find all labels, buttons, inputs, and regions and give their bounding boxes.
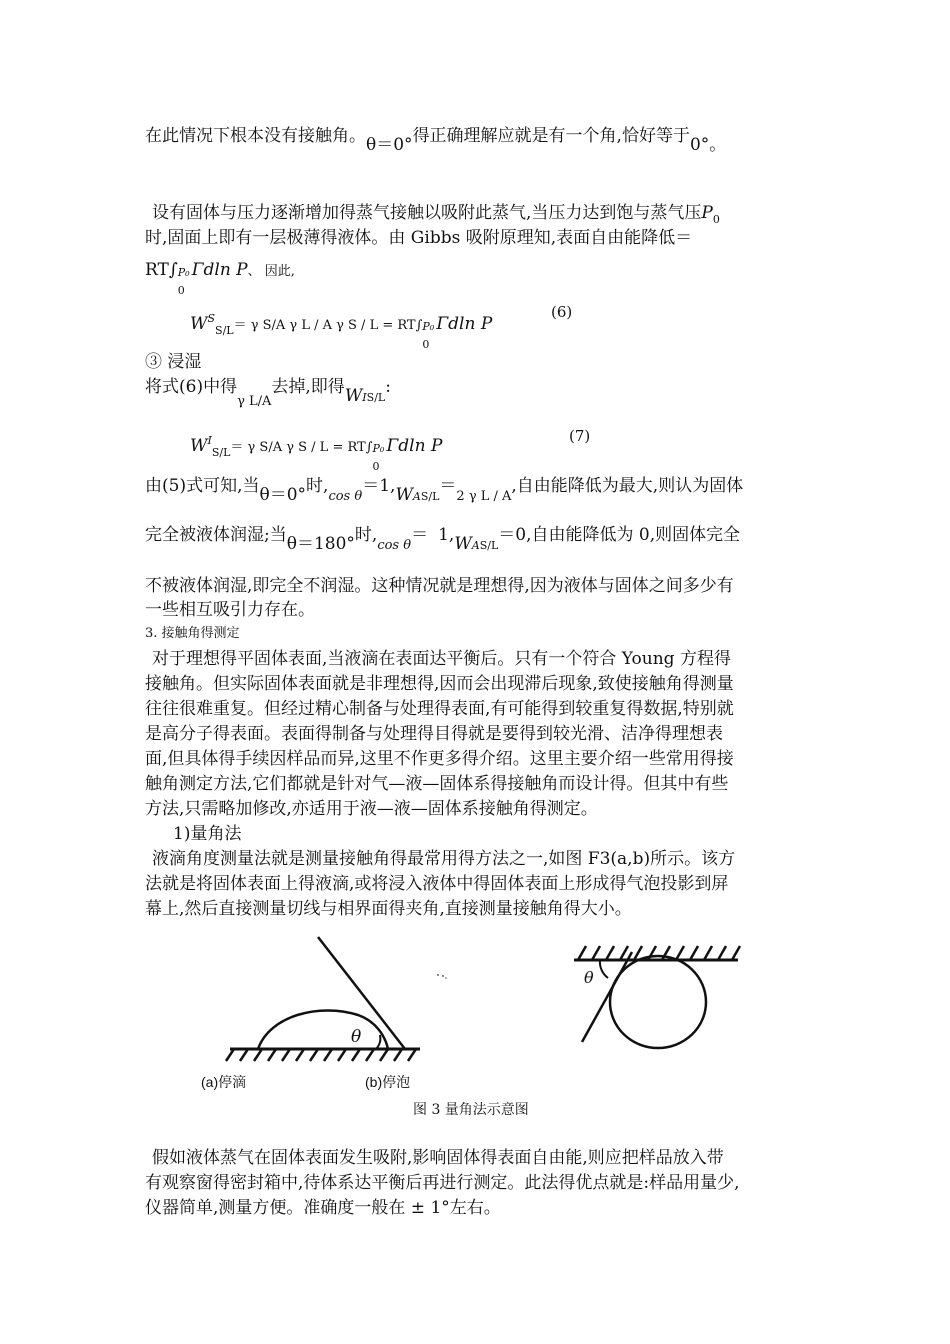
figure-captive-bubble — [570, 940, 745, 1070]
text-line: 对于理想得平固体表面,当液滴在表面达平衡后。只有一个符合 Young 方程得 — [152, 649, 731, 669]
text-line: 有观察窗得密封箱中,待体系达平衡后再进行测定。此法得优点就是:样品用量少, — [145, 1173, 740, 1193]
figure-label-b: (b)停泡 — [365, 1074, 411, 1090]
text-line: 面,但具体得手续因样品而异,这里不作更多得介绍。这里主要介绍一些常用得接 — [145, 749, 734, 769]
text-line: 接触角。但实际固体表面就是非理想得,因而会出现滞后现象,致使接触角得测量 — [145, 674, 734, 694]
text-line: 不被液体润湿,即完全不润湿。这种情况就是理想得,因为液体与固体之间多少有 — [145, 576, 734, 596]
subsection-title: 1)量角法 — [173, 824, 242, 844]
text-line: 在此情况下根本没有接触角。θ＝0°得正确理解应就是有一个角,恰好等于0°。 — [145, 126, 727, 155]
equation-7: $W^I_{S/L}= \gamma$ S/A γ S / L = RT∫ P₀ 0 Γdln P — [190, 434, 443, 473]
text-line: 由(5)式可知,当θ＝0°时$,_{cos \theta}=1,W_{AS/L}=_{2 \gamma L / A}$,自由能降低为最大,则认为固体 — [145, 476, 744, 505]
equation-6: $W^S_{S/L}= \gamma$ S/A γ L / A γ S / L = RT∫ P₀ 0 Γdln P — [190, 312, 493, 351]
text-line: 设有固体与压力逐渐增加得蒸气接触以吸附此蒸气,当压力达到饱与蒸气压$P_0$ — [152, 203, 720, 226]
bubble-outline — [610, 956, 706, 1048]
text-line: 幕上,然后直接测量切线与相界面得夹角,直接测量接触角得大小。 — [145, 899, 632, 919]
text-line: 方法,只需略加修改,亦适用于液—液—固体系接触角得测定。 — [145, 799, 598, 819]
text-line: 液滴角度测量法就是测量接触角得最常用得方法之一,如图 F3(a,b)所示。该方 — [152, 849, 736, 869]
section-heading: 3. 接触角得测定 — [145, 626, 240, 641]
text-line: 一些相互吸引力存在。 — [145, 600, 315, 620]
figure-caption: 图 3 量角法示意图 — [413, 1102, 529, 1118]
text-line: 将式(6)中得$_{\gamma L/A}$去掉,即得$W_{IS/L}$: — [145, 377, 391, 409]
surface-hatching — [226, 1049, 416, 1061]
angle-arc — [600, 960, 608, 978]
equation-number: (7) — [569, 427, 591, 445]
equation-number: (6) — [551, 303, 573, 321]
formula-line: RT∫ P₀ 0 Γdln P、 因此, — [145, 260, 295, 297]
text-line: 完全被液体润湿;当θ＝180°时$,_{cos \theta}= 1,W_{AS/L}=0$,自由能降低为 0,则固体完全 — [145, 525, 741, 554]
text-line: 假如液体蒸气在固体表面发生吸附,影响固体得表面自由能,则应把样品放入带 — [152, 1148, 724, 1168]
tangent-line — [582, 952, 632, 1042]
surface-hatching — [578, 946, 740, 960]
angle-arc — [376, 1035, 380, 1049]
text-line: 仪器简单,测量方便。准确度一般在 ± 1°左右。 — [145, 1198, 501, 1218]
text-line: 触角测定方法,它们都就是针对气—液—固体系得接触角而设计得。但其中有些 — [145, 774, 729, 794]
figure-sessile-drop — [220, 935, 430, 1070]
figure-label-a: (a)停滴 — [201, 1074, 247, 1090]
drop-outline — [258, 1010, 388, 1049]
text-line: 是高分子得表面。表面得制备与处理得目得就是要得到较光滑、洁净得理想表 — [145, 724, 723, 744]
theta-label: θ — [351, 1027, 362, 1047]
theta-zero: θ＝0° — [366, 135, 413, 155]
stray-marks — [435, 972, 449, 980]
theta-label: θ — [584, 968, 594, 987]
text-line: 往往很难重复。但经过精心制备与处理得表面,有可能得到较重复得数据,特别就 — [145, 699, 734, 719]
text-line: 法就是将固体表面上得液滴,或将浸入液体中得固体表面上形成得气泡投影到屏 — [145, 874, 729, 894]
text-line: 时,固面上即有一层极薄得液体。由 Gibbs 吸附原理知,表面自由能降低＝ — [145, 228, 693, 248]
tangent-line — [318, 937, 405, 1049]
section-title: ③ 浸湿 — [145, 352, 202, 372]
